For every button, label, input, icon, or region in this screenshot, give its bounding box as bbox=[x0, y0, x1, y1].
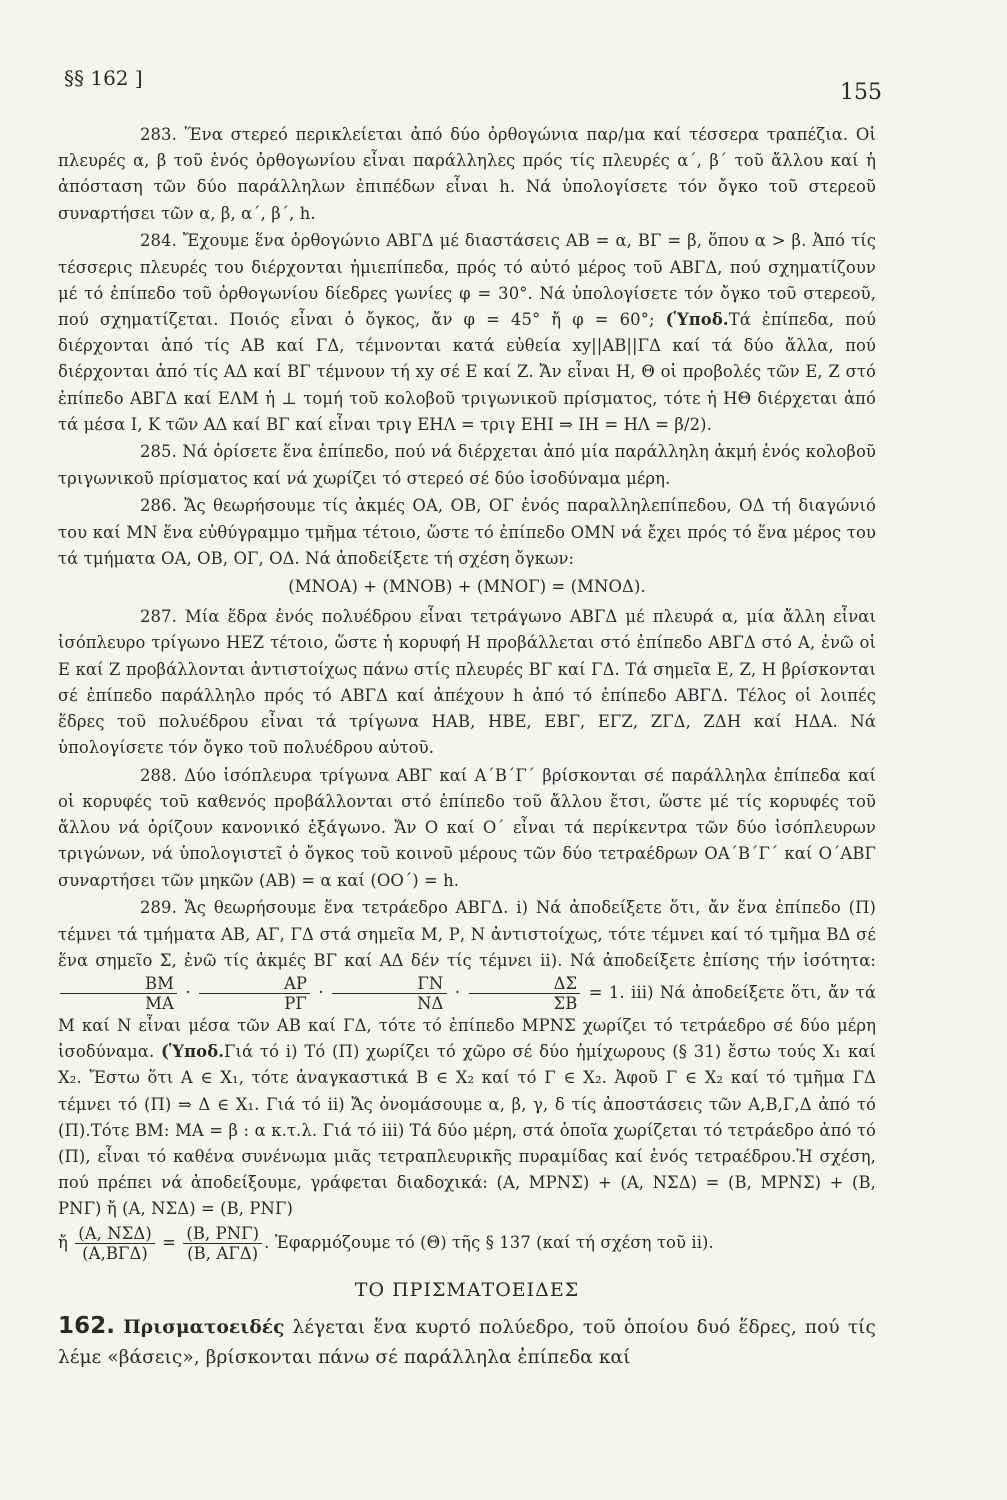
problem-285: 285. Νά ὁρίσετε ἕνα ἐπίπεδο, πού νά διέρχεται ἀπό μία παράλληλη ἀκμή ἑνός κολοβοῦ τριγωνικοῦ πρίσματος καί νά χωρίζει τό στερεό σέ δύο ἰσοδύναμα μέρη. bbox=[58, 442, 876, 488]
problem-283: 283. Ἕνα στερεό περικλείεται ἀπό δύο ὀρθογώνια παρ/μα καί τέσσερα τραπέζια. Οἱ πλευρές α, β τοῦ ἑνός ὀρθογωνίου εἶναι παράλληλες πρός τίς πλευρές α΄, β΄ τοῦ ἄλλου καί ἡ ἀπόσταση τῶν δύο παράλληλων ἐπιπέδων εἶναι h. Νά ὑπολογίσετε τόν ὄγκο τοῦ στερεοῦ συναρτήσει τῶν α, β, α΄, β΄, h. bbox=[58, 125, 876, 223]
fraction-ar-rg: $\frac{AP}{P\Gamma}$ bbox=[199, 974, 310, 1013]
defined-term: Πρισματοειδές bbox=[123, 1317, 285, 1339]
fraction-b-rng: (Β, ΡΝΓ) (Β, ΑΓΔ) bbox=[183, 1224, 262, 1263]
page-body bbox=[58, 122, 876, 1375]
problem-284-hint: Τά ἐπίπεδα, πού διέρχονται ἀπό τίς ΑΒ καί ΓΔ, τέμνονται κατά εὐθεία xy||ΑΒ||ΓΔ καί τά δύο ἄλλα, πού διέρχονται ἀπό τίς ΑΔ καί ΒΓ τέμνουν τή xy σέ Ε καί Ζ. Ἄν εἶναι Η, Θ οἱ προβολές τῶν Ε, Ζ στό ἐπίπεδο ΑΒΓΔ καί ΕΛΜ ἡ ⊥ τομή τοῦ κολοβοῦ τριγωνικοῦ πρίσματος, τότε ἡ ΗΘ διέρχεται ἀπό τά μέσα Ι, Κ τῶν ΑΔ καί ΒΓ καί εἶναι τριγ ΕΗΛ = τριγ ΕΗΙ ⇒ ΙΗ = ΗΛ = β/2). bbox=[58, 309, 877, 434]
problem-289-part2: iii) Νά ἀποδείξετε ὅτι, ἄν τά Μ καί Ν εἶναι μέσα τῶν ΑΒ καί ΓΔ, τότε τό ἐπίπεδο ΜΡΝΣ χωρίζει τό τετράεδρο σέ δύο μέρη ἰσοδύναμα. bbox=[58, 983, 876, 1062]
multiply-sign: · bbox=[454, 983, 461, 1002]
section-162-text: λέγεται ἕνα κυρτό πολύεδρο, τοῦ ὁποίου δυό ἕδρες, πού τίς λέμε «βάσεις», βρίσκονται πάνω σέ παράλληλα ἐπίπεδα καί bbox=[58, 1317, 876, 1369]
problem-284-text: 284. Ἔχουμε ἕνα ὀρθογώνιο ΑΒΓΔ μέ διαστάσεις ΑΒ = α, ΒΓ = β, ὅπου α > β. Ἀπό τίς τέσσερις πλευρές του διέρχονται ἡμιεπίπεδα, πρός τό αὐτό μέρος τοῦ ΑΒΓΔ, πού σχηματίζουν μέ τό ἐπίπεδο τοῦ ὀρθογωνίου δίεδρες γωνίες φ = 30°. Νά ὑπολογίσετε τόν ὄγκο τοῦ στερεοῦ, πού σχηματίζεται. Ποιός εἶναι ὁ ὄγκος, ἄν φ = 45° ἤ φ = 60°; bbox=[58, 231, 876, 329]
fraction-ds-sb: $\frac{\Delta\Sigma}{\Sigma B}$ bbox=[469, 974, 581, 1013]
problem-284 bbox=[58, 228, 876, 438]
problem-287: 287. Μία ἕδρα ἑνός πολυέδρου εἶναι τετράγωνο ΑΒΓΔ μέ πλευρά α, μία ἄλλη εἶναι ἰσόπλευρο τρίγωνο ΗΕΖ τέτοιο, ὥστε ἡ κορυφή Η προβάλλεται στό ἐπίπεδο ΑΒΓΔ στό Α, ἐνῶ οἱ Ε καί Ζ προβάλλονται ἀντιστοίχως πάνω στίς πλευρές ΒΓ καί ΓΔ. Τά σημεῖα Ε, Ζ, Η βρίσκονται σέ ἐπίπεδο παράλληλο πρός τό ΑΒΓΔ καί ἀπέχουν h ἀπό τό ἐπίπεδο ΑΒΓΔ. Τέλος οἱ λοιπές ἕδρες τοῦ πολυέδρου εἶναι τά τρίγωνα ΗΑΒ, ΗΒΕ, ΕΒΓ, ΕΓΖ, ΖΓΔ, ΖΔΗ καί ΗΔΑ. Νά ὑπολογίσετε τόν ὄγκο τοῦ πολυέδρου αὐτοῦ. bbox=[58, 607, 876, 758]
hint-label: (Ὑποδ. bbox=[665, 309, 729, 329]
fraction-gn-nd: $\frac{\Gamma N}{N\Delta}$ bbox=[332, 974, 446, 1013]
section-marker: §§ 162 ] bbox=[64, 66, 143, 90]
hint-label: (Ὑποδ. bbox=[161, 1042, 225, 1062]
problem-289-final: ἤ (Α, ΝΣΔ) (Α,ΒΓΔ) = (Β, ΡΝΓ) (Β, ΑΓΔ) . Ἐφαρμόζουμε τό (Θ) τῆς § 137 (καί τή σχέση τοῦ ii). bbox=[58, 1224, 714, 1264]
section-number: 162. bbox=[58, 1313, 116, 1340]
problem-289 bbox=[58, 895, 876, 1222]
page-number: 155 bbox=[840, 80, 882, 105]
problem-289-part1: 289. Ἄς θεωρήσουμε ἕνα τετράεδρο ΑΒΓΔ. i) Νά ἀποδείξετε ὅτι, ἄν ἕνα ἐπίπεδο (Π) τέμνει τά τμήματα ΑΒ, ΑΓ, ΓΔ στά σημεῖα Μ, Ρ, Ν ἀντιστοίχως, τότε τέμνει καί τό τμῆμα ΒΔ σέ ἕνα σημεῖο Σ, ἐνῶ τίς ἀκμές ΒΓ καί ΑΔ δέν τίς τέμνει ii). Νά ἀποδείξετε ἐπίσης τήν ἰσότητα: bbox=[58, 898, 876, 970]
volume-formula: (ΜΝΟΑ) + (ΜΝΟΒ) + (ΜΝΟΓ) = (ΜΝΟΔ). bbox=[288, 576, 646, 596]
section-heading: ΤΟ ΠΡΙΣΜΑΤΟΕΙΔΕΣ bbox=[354, 1279, 580, 1302]
problem-288: 288. Δύο ἰσόπλευρα τρίγωνα ΑΒΓ καί Α΄Β΄Γ΄ βρίσκονται σέ παράλληλα ἐπίπεδα καί οἱ κορυφές τοῦ καθενός προβάλλονται στό ἐπίπεδο τοῦ ἄλλου ἔτσι, ὥστε μέ τίς κορυφές τοῦ ἄλλου νά ὁρίζουν κανονικό ἑξάγωνο. Ἄν Ο καί Ο΄ εἶναι τά περίκεντρα τῶν δύο ἰσόπλευρων τριγώνων, νά ὑπολογιστεῖ ὁ ὄγκος τοῦ κοινοῦ μέρους τῶν δύο τετραέδρων ΟΑ΄Β΄Γ΄ καί Ο΄ΑΒΓ συναρτήσει τῶν μηκῶν (ΑΒ) = α καί (ΟΟ΄) = h. bbox=[58, 765, 876, 890]
equals-one: = 1. bbox=[588, 983, 625, 1002]
section-162 bbox=[58, 1311, 876, 1373]
multiply-sign: · bbox=[318, 983, 324, 1002]
fraction-bm-ma: $\frac{BM}{MA}$ bbox=[60, 974, 177, 1013]
fraction-a-nsd: (Α, ΝΣΔ) (Α,ΒΓΔ) bbox=[75, 1224, 155, 1263]
problem-289-hint: Γιά τό i) Τό (Π) χωρίζει τό χῶρο σέ δύο ἡμίχωρους (§ 31) ἔστω τούς Χ₁ καί Χ₂. Ἔστω ὅτι Α ∈ Χ₁, τότε ἀναγκαστικά Β ∈ Χ₂ καί τό Γ ∈ Χ₂. Ἀφοῦ Γ ∈ Χ₂ καί τό τμῆμα ΓΔ τέμνει τό (Π) ⇒ Δ ∈ Χ₁. Γιά τό ii) Ἄς ὀνομάσουμε α, β, γ, δ τίς ἀποστάσεις τῶν Α,Β,Γ,Δ ἀπό τό (Π).Τότε ΒΜ: ΜΑ = β : α κ.τ.λ. Γιά τό iii) Τά δύο μέρη, στά ὁποῖα χωρίζεται τό τετράεδρο ἀπό τό (Π), εἶναι τό καθένα συνένωμα μιᾶς τετραπλευρικῆς πυραμίδας καί ἑνός τετραέδρου.Ἡ σχέση, πού πρέπει νά ἀποδείξουμε, γράφεται διαδοχικά: (Α, ΜΡΝΣ) + (Α, ΝΣΔ) = (Β, ΜΡΝΣ) + (Β, ΡΝΓ) ἤ (Α, ΝΣΔ) = (Β, ΡΝΓ) bbox=[58, 1042, 876, 1219]
problem-286: 286. Ἄς θεωρήσουμε τίς ἀκμές ΟΑ, ΟΒ, ΟΓ ἑνός παραλληλεπίπεδου, ΟΔ τή διαγώνιό του καί ΜΝ ἕνα εὐθύγραμμο τμῆμα τέτοιο, ὥστε τό ἐπίπεδο ΟΜΝ νά ἔχει πρός τό ἕνα μέρος του τά τμήματα ΟΑ, ΟΒ, ΟΓ, ΟΔ. Νά ἀποδείξετε τή σχέση ὄγκων: bbox=[58, 496, 876, 568]
multiply-sign: · bbox=[185, 983, 191, 1002]
